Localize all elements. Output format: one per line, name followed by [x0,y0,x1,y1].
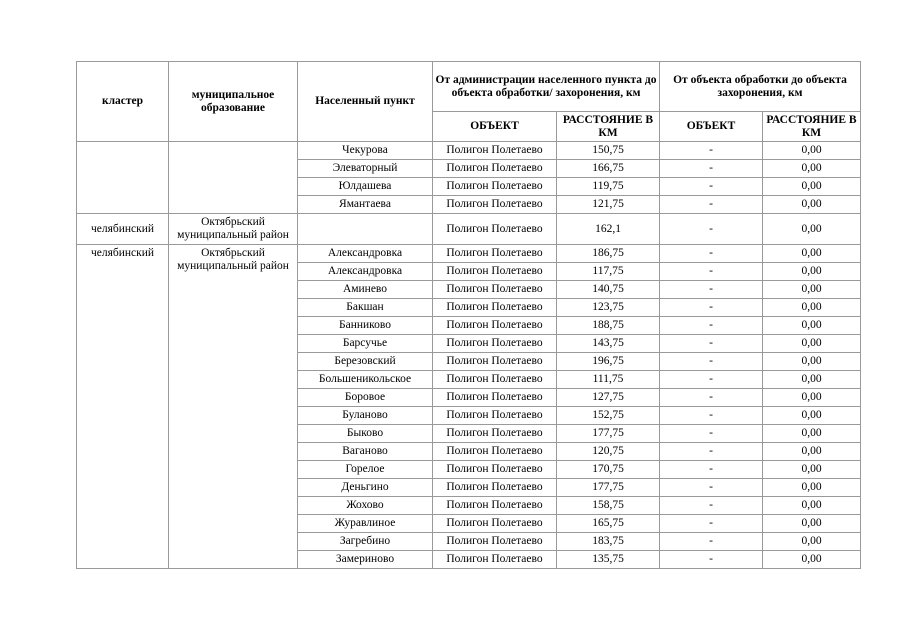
cluster-cell: челябинский [77,214,169,245]
object-cell: Полигон Полетаево [433,142,557,160]
object2-cell: - [660,461,763,479]
distance2-cell: 0,00 [763,335,861,353]
distance-cell: 183,75 [557,533,660,551]
distance-cell: 170,75 [557,461,660,479]
table-row [77,142,861,160]
object-cell: Полигон Полетаево [433,317,557,335]
header-object: ОБЪЕКТ [433,112,557,142]
object-cell: Полигон Полетаево [433,515,557,533]
distance2-cell: 0,00 [763,178,861,196]
settlement-cell: Быково [298,425,433,443]
object-cell: Полигон Полетаево [433,371,557,389]
object-cell: Полигон Полетаево [433,479,557,497]
header-distance: РАССТОЯНИЕ В КМ [557,112,660,142]
distance-cell: 152,75 [557,407,660,425]
distance-cell: 143,75 [557,335,660,353]
distance2-cell: 0,00 [763,479,861,497]
object2-cell: - [660,497,763,515]
object2-cell: - [660,178,763,196]
municipality-cell: Октябрьский муниципальный район [169,214,298,245]
settlement-cell: Банниково [298,317,433,335]
distance-cell: 158,75 [557,497,660,515]
municipality-cell: Октябрьский муниципальный район [169,245,298,569]
object2-cell: - [660,281,763,299]
object-cell: Полигон Полетаево [433,443,557,461]
distance2-cell: 0,00 [763,443,861,461]
distance-cell: 150,75 [557,142,660,160]
object2-cell: - [660,407,763,425]
distance-cell: 117,75 [557,263,660,281]
cluster-cell [77,142,169,214]
header-group-admin-to-object: От администрации населенного пункта до объекта обработки/ захоронения, км [433,62,660,112]
distance-table [76,61,861,569]
header-group-object-to-burial: От объекта обработки до объекта захоронения, км [660,62,861,112]
object-cell: Полигон Полетаево [433,196,557,214]
distance-cell: 166,75 [557,160,660,178]
header-object-2: ОБЪЕКТ [660,112,763,142]
table-row [77,245,861,263]
settlement-cell: Александровка [298,263,433,281]
object-cell: Полигон Полетаево [433,407,557,425]
object-cell: Полигон Полетаево [433,263,557,281]
distance-cell: 177,75 [557,479,660,497]
object2-cell: - [660,245,763,263]
distance2-cell: 0,00 [763,317,861,335]
object-cell: Полигон Полетаево [433,353,557,371]
settlement-cell: Бакшан [298,299,433,317]
header-settlement: Населенный пункт [298,62,433,142]
distance2-cell: 0,00 [763,142,861,160]
settlement-cell: Журавлиное [298,515,433,533]
settlement-cell: Чекурова [298,142,433,160]
object-cell: Полигон Полетаево [433,178,557,196]
settlement-cell: Аминево [298,281,433,299]
settlement-cell: Боровое [298,389,433,407]
distance-cell: 165,75 [557,515,660,533]
object-cell: Полигон Полетаево [433,497,557,515]
distance-cell: 186,75 [557,245,660,263]
settlement-cell: Ямантаева [298,196,433,214]
distance-cell: 121,75 [557,196,660,214]
settlement-cell: Барсучье [298,335,433,353]
distance2-cell: 0,00 [763,353,861,371]
settlement-cell: Деньгино [298,479,433,497]
distance-cell: 111,75 [557,371,660,389]
object-cell: Полигон Полетаево [433,461,557,479]
distance-cell: 188,75 [557,317,660,335]
object-cell: Полигон Полетаево [433,551,557,569]
header-distance-2: РАССТОЯНИЕ В КМ [763,112,861,142]
settlement-cell: Элеваторный [298,160,433,178]
settlement-cell [298,214,433,245]
distance-cell: 162,1 [557,214,660,245]
distance-cell: 196,75 [557,353,660,371]
distance2-cell: 0,00 [763,533,861,551]
object2-cell: - [660,317,763,335]
object2-cell: - [660,263,763,281]
object-cell: Полигон Полетаево [433,160,557,178]
distance-cell: 135,75 [557,551,660,569]
object2-cell: - [660,389,763,407]
distance2-cell: 0,00 [763,389,861,407]
object2-cell: - [660,214,763,245]
distance-cell: 119,75 [557,178,660,196]
settlement-cell: Жохово [298,497,433,515]
settlement-cell: Буланово [298,407,433,425]
distance-cell: 140,75 [557,281,660,299]
distance2-cell: 0,00 [763,160,861,178]
object-cell: Полигон Полетаево [433,335,557,353]
object-cell: Полигон Полетаево [433,425,557,443]
object2-cell: - [660,515,763,533]
settlement-cell: Александровка [298,245,433,263]
settlement-cell: Ваганово [298,443,433,461]
distance2-cell: 0,00 [763,263,861,281]
distance2-cell: 0,00 [763,371,861,389]
object2-cell: - [660,533,763,551]
settlement-cell: Горелое [298,461,433,479]
object2-cell: - [660,443,763,461]
object2-cell: - [660,142,763,160]
distance2-cell: 0,00 [763,461,861,479]
distance2-cell: 0,00 [763,196,861,214]
settlement-cell: Большеникольское [298,371,433,389]
distance2-cell: 0,00 [763,515,861,533]
distance2-cell: 0,00 [763,497,861,515]
object2-cell: - [660,299,763,317]
distance2-cell: 0,00 [763,245,861,263]
object-cell: Полигон Полетаево [433,533,557,551]
distance2-cell: 0,00 [763,214,861,245]
header-cluster: кластер [77,62,169,142]
table-body [77,142,861,569]
settlement-cell: Загребино [298,533,433,551]
object2-cell: - [660,479,763,497]
object-cell: Полигон Полетаево [433,281,557,299]
object-cell: Полигон Полетаево [433,389,557,407]
municipality-cell [169,142,298,214]
distance-cell: 177,75 [557,425,660,443]
object2-cell: - [660,160,763,178]
distance2-cell: 0,00 [763,299,861,317]
distance-cell: 127,75 [557,389,660,407]
object-cell: Полигон Полетаево [433,214,557,245]
object2-cell: - [660,196,763,214]
object2-cell: - [660,335,763,353]
distance2-cell: 0,00 [763,407,861,425]
object2-cell: - [660,371,763,389]
object2-cell: - [660,425,763,443]
settlement-cell: Юлдашева [298,178,433,196]
header-municipality: муниципальное образование [169,62,298,142]
distance-cell: 120,75 [557,443,660,461]
object2-cell: - [660,551,763,569]
settlement-cell: Березовский [298,353,433,371]
settlement-cell: Замериново [298,551,433,569]
distance-cell: 123,75 [557,299,660,317]
object-cell: Полигон Полетаево [433,299,557,317]
distance2-cell: 0,00 [763,551,861,569]
object2-cell: - [660,353,763,371]
distance2-cell: 0,00 [763,281,861,299]
object-cell: Полигон Полетаево [433,245,557,263]
table-row [77,214,861,245]
distance2-cell: 0,00 [763,425,861,443]
cluster-cell: челябинский [77,245,169,569]
